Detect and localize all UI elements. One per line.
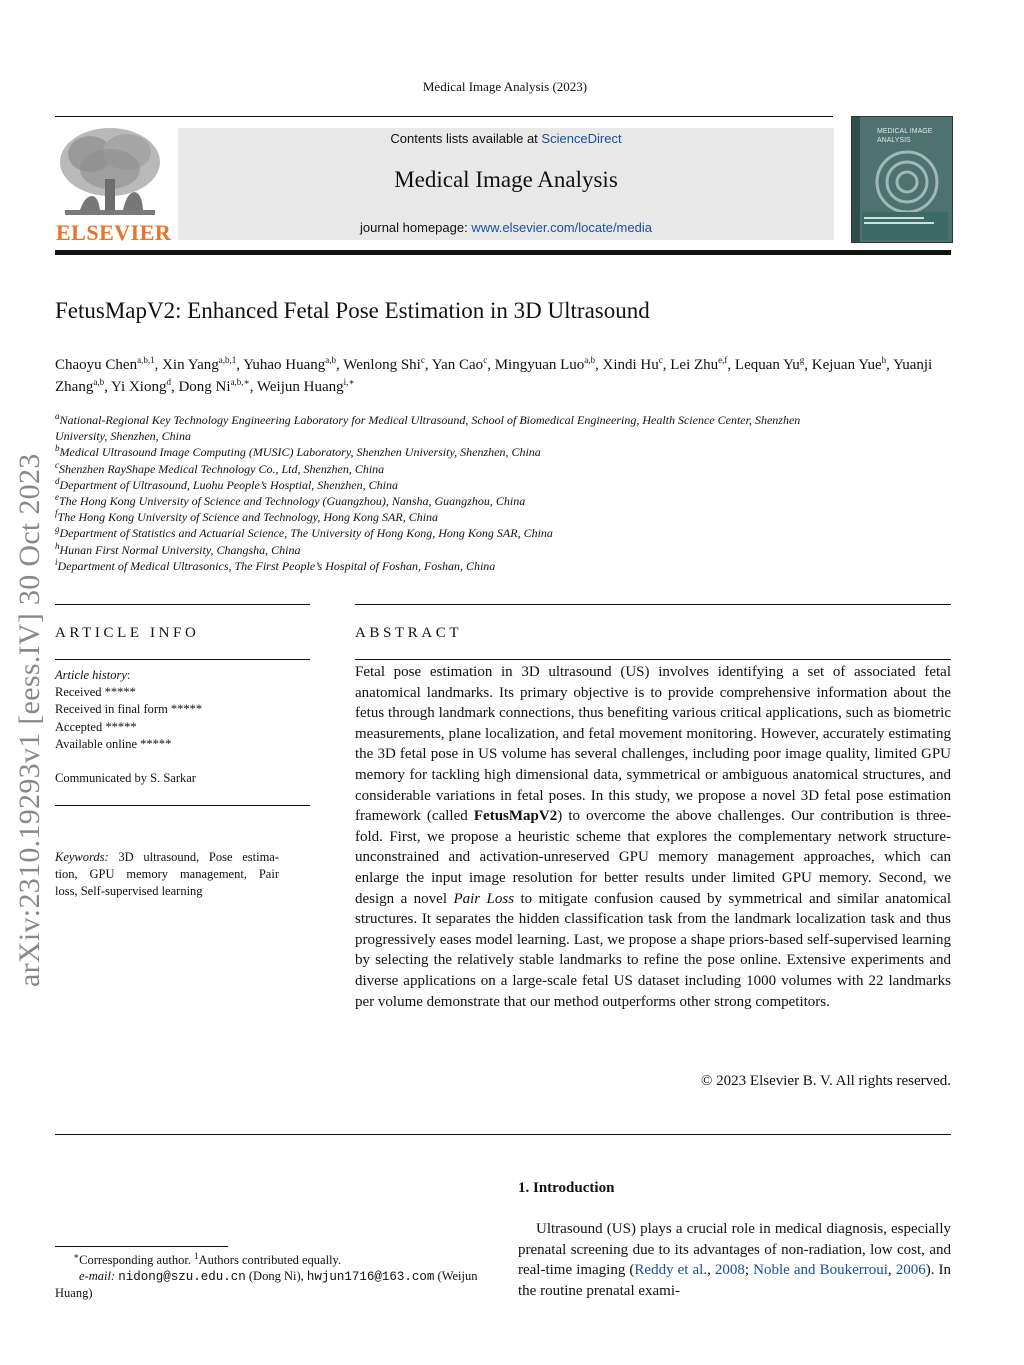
author-name: Mingyuan Luo [494, 357, 585, 373]
journal-title: Medical Image Analysis [394, 167, 618, 192]
affiliation-mark: f [55, 508, 58, 519]
author-name: Lequan Yu [734, 357, 800, 373]
article-history: Article history: Received ***** Received in final form ***** Accepted ***** Available online ***** [55, 667, 310, 753]
affiliation [55, 525, 935, 541]
author-name: Yi Xiong [111, 379, 167, 395]
affiliation-mark: b [55, 443, 60, 454]
affiliation-text: The Hong Kong University of Science and Technology (Guangzhou), Nansha, Guangzhou, China [59, 494, 526, 509]
author-affiliation-mark: a,b,1 [218, 355, 237, 365]
author-name: Yuanji Zhang [55, 357, 933, 395]
method-name: FetusMapV2 [473, 808, 558, 825]
affiliation-text: Department of Ultrasound, Luohu People’s Hosptial, Shenzhen, China [59, 477, 398, 492]
author-name: Chaoyu Chen [55, 357, 138, 373]
keywords [55, 849, 279, 901]
history-label: Article history [55, 668, 127, 682]
abstract-body [355, 662, 951, 1012]
affiliation-list [55, 412, 935, 574]
info-heading-rule [55, 659, 310, 660]
communicated-by: Communicated by S. Sarkar [55, 771, 196, 785]
author [735, 357, 804, 373]
affiliation-mark: g [55, 524, 60, 535]
email-label: e-mail: [79, 1269, 116, 1283]
author-affiliation-mark: a,b [93, 377, 105, 387]
author-list: Chaoyu Chen$^{a,b,1}$, Xin Yang$^{a,b,1}$, Yuhao Huang$^{a,b}$, Wenlong Shi$^c$, Yan Cao$^c$, Mingyuan Luo$^{a,b}$, Xindi Hu$^c$, Lei Zhu$^{e,f}$, Lequan Yu$^g$, Kejuan Yue$^h$, Yuanji Zhang$^{a,b}$, Yi Xiong$^d$, Dong $Ni^{a,b,∗}$, Weijun Huang$^{i,∗}$ [55, 355, 933, 395]
author-affiliation-mark: a,b,∗ [230, 377, 250, 387]
affiliation [55, 461, 935, 477]
abstract-text-3: to mitigate confusion caused by symmetrical and similar anatomical structures. It separates the hidden classification task from the landmark localization task and thus progressively eases model learning. Last, we propose a shape priors-based self-supervised learning by selecting the relatively stable landmarks to refine the pose online. Extensive experiments and diverse applications on a large-scale fetal US dataset including 1000 volumes with 22 landmarks per volume demonstrate that our method outperforms other strong competitors. [355, 890, 951, 1010]
author-name: Xin Yang [162, 357, 219, 373]
footnote: ∗Corresponding author. $^1$Authors contributed equally. e-mail: nidong@szu.edu.cn (Dong Ni), hwjun1716@163.com (Weijun Huang) [55, 1252, 490, 1301]
citation-reddy[interactable]: Reddy et al. [634, 1262, 708, 1279]
keywords-line-2: tion, GPU memory management, Pair [55, 867, 279, 882]
available-date: Available online ***** [55, 736, 172, 751]
footnote-rule [55, 1246, 228, 1247]
affiliation-text: The Hong Kong University of Science and Technology, Hong Kong SAR, China [57, 510, 439, 525]
author [432, 357, 487, 373]
journal-cover-image [851, 116, 953, 243]
abstract-heading-rule [355, 659, 951, 660]
corresponding-note: Corresponding author. [79, 1253, 191, 1267]
affiliation [55, 493, 935, 509]
author-name: Kejuan Yue [811, 357, 882, 373]
author [243, 357, 336, 373]
affiliation-mark: d [55, 475, 60, 486]
citation-noble[interactable]: Noble and Boukerroui [753, 1262, 888, 1279]
info-mid-rule [55, 805, 310, 806]
homepage-link[interactable]: www.elsevier.com/locate/media [471, 220, 652, 235]
keywords-label: Keywords: [55, 850, 109, 864]
affiliation-continuation: University, Shenzhen, China [55, 429, 191, 444]
abstract-text-2: ) to overcome the above challenges. Our contribution is three-fold. First, we propose a heuristic scheme that explores the complementary network structure-unconstrained and activation-unreserved GPU memory management approaches, which can enlarge the input image resolution for better results under limited GPU memory. Second, we design a novel [355, 808, 951, 907]
author-affiliation-mark: c [483, 355, 488, 365]
accepted-date: Accepted ***** [55, 719, 137, 734]
author [670, 357, 727, 373]
affiliation-text: Department of Statistics and Actuarial Science, The University of Hong Kong, Hong Kong SAR, China [59, 526, 553, 541]
email-huang-owner: (Weijun [434, 1269, 478, 1283]
equal-contribution-note: Authors contributed equally. [198, 1253, 342, 1267]
author-name: Yan Cao [431, 357, 484, 373]
running-head: Medical Image Analysis (2023) [422, 79, 588, 94]
author [257, 379, 355, 395]
author [343, 357, 425, 373]
author [603, 357, 663, 373]
affiliation-text: Hunan First Normal University, Changsha, China [59, 542, 301, 557]
author [55, 357, 155, 373]
email-ni[interactable]: nidong@szu.edu.cn [118, 1270, 246, 1284]
author-affiliation-mark: d [166, 377, 171, 387]
info-top-rule [55, 604, 310, 605]
citation-noble-year[interactable]: 2006 [895, 1262, 926, 1279]
affiliation [55, 412, 935, 428]
author-affiliation-mark: e,f [718, 355, 728, 365]
affiliation [55, 509, 935, 525]
affiliation-mark: h [55, 540, 60, 551]
author-affiliation-mark: a,b [584, 355, 596, 365]
author-affiliation-mark: a,b [325, 355, 337, 365]
author-name: Xindi Hu [602, 357, 659, 373]
homepage-line [178, 220, 834, 235]
affiliation-text: Shenzhen RayShape Medical Technology Co., Ltd, Shenzhen, China [59, 461, 385, 476]
affiliation-mark: a [55, 411, 60, 421]
cover-title: MEDICAL IMAGE ANALYSIS [877, 128, 933, 144]
contents-line [178, 131, 834, 146]
affiliation-text: Department of Medical Ultrasonics, The First People’s Hospital of Foshan, Foshan, China [57, 558, 496, 573]
sciencedirect-link[interactable]: ScienceDirect [541, 131, 622, 146]
affiliation-text: Medical Ultrasound Image Computing (MUSIC) Laboratory, Shenzhen University, Shenzhen, China [59, 445, 541, 460]
abstract-heading: ABSTRACT [355, 625, 463, 641]
author-affiliation-mark: c [420, 355, 425, 365]
abstract-top-rule [355, 604, 951, 605]
author-affiliation-mark: h [881, 355, 887, 365]
introduction-text: Ultrasound (US) plays a crucial role in medical diagnosis, especially prenatal screening due to its advantages of non-radiation, low cost, and real-time imaging (Reddy et al., 2008; Noble and Boukerroui, 2006). In the routine prenatal exami- [518, 1221, 951, 1299]
introduction-heading: 1. Introduction [518, 1180, 615, 1196]
citation-separator: ; [744, 1262, 754, 1279]
received-date: Received ***** [55, 685, 136, 700]
abstract-bottom-rule [55, 1134, 951, 1135]
author-affiliation-mark: c [658, 355, 663, 365]
author [162, 357, 236, 373]
affiliation-mark: c [55, 459, 59, 470]
intro-text-a: Ultrasound (US) plays a crucial role in medical diagnosis, especially prenatal screening due to its advantages of non-radiation, low cost, and real-time imaging ( [518, 1221, 951, 1279]
affiliation [55, 477, 935, 493]
author-name: Yuhao Huang [243, 357, 326, 373]
author-name: Lei Zhu [670, 357, 719, 373]
homepage-prefix: journal homepage: [360, 220, 472, 235]
affiliation [55, 558, 935, 574]
author-name: Wenlong Shi [343, 357, 421, 373]
author-affiliation-mark: g [799, 355, 805, 365]
paper-title: FetusMapV2: Enhanced Fetal Pose Estimation in 3D Ultrasound [55, 298, 650, 323]
elsevier-tree-logo [55, 124, 165, 219]
citation-reddy-year[interactable]: 2008 [714, 1262, 745, 1279]
email-huang[interactable]: hwjun1716@163.com [306, 1270, 435, 1284]
footnote-last-line: Huang) [55, 1286, 93, 1300]
arxiv-identifier-stamp: arXiv:2310.19293v1 [eess.IV] 30 Oct 2023 [13, 453, 46, 987]
author-name: Weijun Huang [256, 379, 344, 395]
masthead-bottom-rule [55, 250, 951, 255]
affiliation [55, 444, 935, 460]
author [812, 357, 886, 373]
pair-loss-term: Pair Loss [453, 890, 515, 907]
intro-text-b: ). In the routine prenatal exami- [518, 1262, 951, 1299]
affiliation-mark: e [55, 492, 59, 503]
masthead-top-rule [55, 116, 833, 117]
keywords-line-3: loss, Self-supervised learning [55, 884, 203, 899]
abstract-text-1: Fetal pose estimation in 3D ultrasound (US) involves identifying a set of associated fetal anatomical landmarks. Its primary objective is to provide comprehensive information about the fetus through landmark connections, thus benefiting various critical applications, such as biometric measurements, plane localization, and fetal movement monitoring. However, accurately estimating the 3D fetal pose in US volume has several challenges, including poor image quality, limited GPU memory for tackling high dimensional data, symmetrical or ambiguous anatomical structures, and considerable variations in fetal poses. In this study, we propose a novel 3D fetal pose estimation framework (called [355, 664, 951, 825]
affiliation-text: National-Regional Key Technology Engineering Laboratory for Medical Ultrasound, School of Biomedical Engineering, Health Science Center, Shenzhen [59, 413, 801, 427]
keywords-line-1: 3D ultrasound, Pose estima- [118, 850, 279, 864]
author [111, 379, 171, 395]
contents-prefix: Contents lists available at [390, 131, 542, 146]
email-ni-owner: (Dong Ni), [245, 1269, 307, 1283]
author [495, 357, 595, 373]
author-name: Dong Ni [178, 379, 231, 395]
publisher-logo-text: ELSEVIER [56, 220, 172, 245]
author-affiliation-mark: a,b,1 [137, 355, 155, 365]
author [178, 379, 249, 395]
copyright-notice: © 2023 Elsevier B. V. All rights reserved. [701, 1073, 951, 1089]
affiliation [55, 542, 935, 558]
author-affiliation-mark: i,∗ [343, 377, 355, 387]
affiliation-mark: i [55, 556, 58, 567]
received-final-date: Received in final form ***** [55, 702, 203, 717]
article-info-heading: ARTICLE INFO [55, 625, 200, 641]
